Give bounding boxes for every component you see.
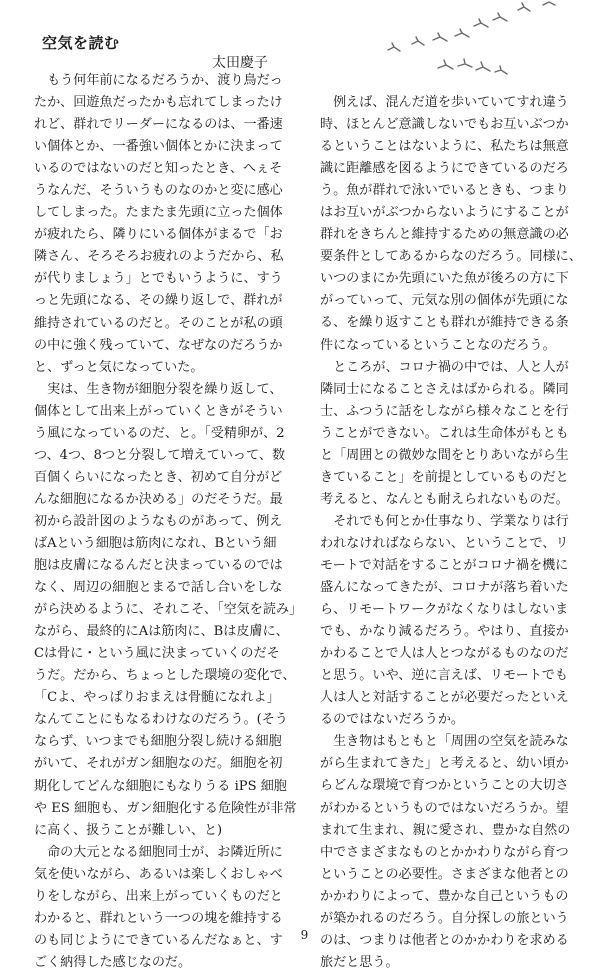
text-line: ということの必要性。さまざまな他者との [320, 866, 569, 882]
text-line: 中でさまざまなものとかかわりながら育つ [320, 844, 569, 860]
text-line: 群れをきちんと維持するための無意識の必 [320, 227, 569, 243]
text-line: の中に強く残っていて、なぜなのだろうか [34, 337, 283, 353]
text-line: いるのではないのだと知ったとき、へぇそ [34, 161, 283, 177]
text-line: ばAという細胞は筋肉になれ、Bという細 [34, 535, 277, 551]
text-line: 要条件としてあるからなのだろう。同様に、 [320, 249, 582, 265]
text-line: 識に距離感を図るようにできているのだろ [320, 161, 569, 177]
text-line: つ、4つ、8つと分裂して増えていって、数 [34, 447, 286, 463]
left-column [34, 70, 303, 974]
text-line: 実は、生き物が細胞分裂を繰り返して、 [34, 381, 283, 397]
text-line: ところが、コロナ禍の中では、人と人が [320, 359, 569, 375]
text-line: るということはないように、私たちは無意 [320, 139, 569, 155]
text-line: 旅だと思う。 [320, 954, 399, 970]
text-line: と思う。いや、逆に言えば、リモートでも [320, 668, 568, 684]
text-line: が築かれるのだろう。自分探しの旅という [320, 910, 569, 926]
text-line: 隣同士になることさえはばかられる。隣同 [320, 381, 569, 397]
right-column [320, 92, 595, 974]
text-line: ら、リモートワークがなくなりはしないま [320, 602, 569, 618]
text-line: 人は人と対話することが必要だったといえ [320, 690, 569, 706]
text-line: 百個くらいになったとき、初めて自分がど [34, 469, 283, 485]
article-title: 空気を読む [42, 34, 120, 52]
page-number: 9 [300, 928, 309, 942]
text-line: う風になっているのだ、と。「受精卵が、2 [34, 425, 285, 441]
text-line: らどんな環境で育つかということの大切さ [320, 778, 569, 794]
text-line: う。魚が群れで泳いでいるときも、つまり [320, 183, 569, 199]
text-line: 士、ふつうに話をしながら様々なことを行 [320, 403, 569, 419]
text-line: 命の大元となる細胞同士が、お隣近所に [34, 844, 283, 860]
text-line: がわかるというものではないだろうか。望 [320, 800, 569, 816]
text-line: 「Cよ、やっぱりおまえは骨髄になれよ」 [34, 690, 280, 706]
text-line: わかると、群れという一つの塊を維持する [34, 910, 283, 926]
text-line: なんてことにもなるわけなのだろう。(そう [34, 712, 288, 728]
text-line: が疲れたら、隣りにいる個体がまるで「お [34, 227, 283, 243]
text-line: 考えると、なんとも耐えられないものだ。 [320, 491, 569, 507]
text-line: きていること」を前提としているものだと [320, 469, 569, 485]
text-line: に高く、扱うことが難しい、と) [34, 822, 223, 838]
text-line: 隣さん、そろそろお疲れのようだから、私 [34, 249, 284, 265]
text-line: のも同じようにできているんだなぁと、す [34, 932, 283, 948]
text-line: りをしながら、出来上がっていくものだと [34, 888, 283, 904]
text-line: 個体として出来上がっていくときがそうい [34, 403, 283, 419]
text-line: のは、つまりは他者とのかかわりを求める [320, 932, 569, 948]
text-line: や ES 細胞も、ガン細胞化する危険性が非常 [34, 800, 297, 816]
text-line: モートで対話をすることがコロナ禍を機に [320, 557, 569, 573]
text-line: い個体とか、一番強い個体とかに決まって [34, 139, 283, 155]
text-line: がいて、それがガン細胞なのだ。細胞を初 [34, 756, 283, 772]
text-line: 例えば、混んだ道を歩いていてすれ違う [320, 95, 569, 110]
text-line: Cは骨に・という風に決まっていくのだそ [34, 646, 280, 662]
text-line: るのではないだろうか。 [320, 712, 465, 728]
text-line: れど、群れでリーダーになるのは、一番速 [34, 117, 283, 133]
text-line: んな細胞になるか決める」のだそうだ。最 [34, 491, 283, 507]
text-line: それでも何とか仕事なり、学業なりは行 [320, 513, 569, 529]
text-line: がっていって、元気な別の個体が先頭にな [320, 293, 569, 309]
text-line: うことができない。これは生命体がもとも [320, 425, 569, 441]
text-line: してしまった。たまたま先頭に立った個体 [34, 205, 283, 221]
text-line: たか、回遊魚だったかも忘れてしまったけ [34, 95, 283, 111]
text-line: 胞は皮膚になるんだと決まっているのでは [34, 558, 283, 574]
text-line: はお互いがぶつからないようにすることが [320, 205, 569, 221]
text-line: ながら、最終的にAは筋肉に、Bは皮膚に、 [34, 624, 289, 640]
text-line: かわることで人は人とつながるものなのだ [320, 646, 569, 662]
flock-of-birds-icon [378, 0, 609, 82]
text-line: 時、ほとんど意識しないでもお互いぶつか [320, 117, 569, 133]
text-line: いつのまにか先頭にいた魚が後ろの方に下 [320, 271, 569, 287]
text-line: うなんだ、そういうものなのかと変に感心 [34, 183, 283, 199]
text-line: 生き物はもともと「周囲の空気を読みな [320, 734, 569, 750]
text-line: っと先頭になる、その繰り返しで、群れが [34, 293, 283, 309]
text-line: 維持されているのだと。そのことが私の頭 [34, 315, 283, 331]
text-line: かかわりによって、豊かな自己というもの [320, 888, 569, 904]
text-line: が代りましょう」とでもいうように、すう [34, 271, 283, 287]
text-line: 気を使いながら、あるいは楽しくおしゃべ [34, 866, 283, 882]
text-line: 盛んになってきたが、コロナが落ち着いた [320, 580, 569, 596]
text-line: うだ。だから、ちょっとした環境の変化で、 [34, 668, 296, 684]
text-line: がら決めるように、それこそ、「空気を読み」 [34, 602, 303, 618]
text-line: と「周囲との微妙な間をとりあいながら生 [320, 447, 569, 463]
text-line: と、ずっと気になっていた。 [34, 359, 204, 375]
text-line: 件になっているということなのだろう。 [320, 337, 556, 353]
text-line: る、を繰り返すことも群れが維持できる条 [320, 315, 569, 331]
text-line: もう何年前になるだろうか、渡り鳥だっ [34, 73, 283, 88]
text-line: なく、周辺の細胞とまるで話し合いをしな [34, 580, 283, 596]
text-line: 期化してどんな細胞にもなりうる iPS 細胞 [34, 778, 287, 794]
text-line: われなければならない、ということで、リ [320, 535, 569, 551]
text-line: 初から設計図のようなものがあって、例え [34, 513, 283, 529]
text-line: がら生まれてきた」と考えると、幼い頃か [320, 756, 569, 772]
text-line: ならず、いつまでも細胞分裂し続ける細胞 [34, 734, 282, 750]
author-name: 太田慶子 [212, 55, 268, 71]
text-line: まれて生まれ、親に愛され、豊かな自然の [320, 822, 571, 838]
text-line: でも、かなり減るだろう。やはり、直接か [320, 624, 569, 640]
text-line: ごく納得した感じなのだ。 [34, 954, 192, 970]
